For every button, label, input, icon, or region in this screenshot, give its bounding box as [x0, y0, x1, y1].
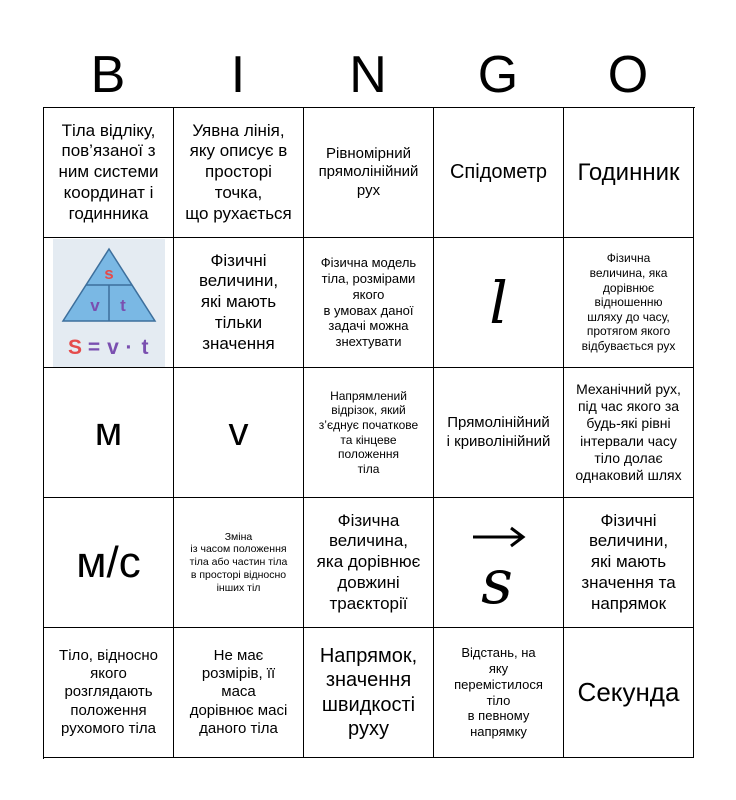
bingo-cell[interactable]: Фізична величина, яка дорівнює відношенню шляху до часу, протягом якого відбувається рух	[564, 238, 694, 368]
bingo-cell[interactable]: Фізичні величини, які мають тільки значення	[174, 238, 304, 368]
bingo-cell[interactable]: Уявна лінія, яку описує в просторі точка, що рухається	[174, 108, 304, 238]
bingo-cell[interactable]	[434, 498, 564, 628]
header-letter-o: O	[607, 46, 649, 104]
triangle-s-label: s	[103, 263, 114, 283]
bingo-cell[interactable]: Фізичні величини, які мають значення та напрямок	[564, 498, 694, 628]
bingo-cell[interactable]: Зміна із часом положення тіла або частин тіла в просторі відносно інших тіл	[174, 498, 304, 628]
bingo-cell[interactable]: Напрямлений відрізок, який з’єднує початкове та кінцеве положення тіла	[304, 368, 434, 498]
triangle-t-label: t	[119, 295, 126, 315]
bingo-cell[interactable]: Тіло, відносно якого розглядають положення рухомого тіла	[44, 628, 174, 758]
bingo-cell[interactable]: Спідометр	[434, 108, 564, 238]
bingo-cell[interactable]: Фізична модель тіла, розмірами якого в умовах даної задачі можна знехтувати	[304, 238, 434, 368]
bingo-cell[interactable]: м/с	[44, 498, 174, 628]
header-letter-i: I	[230, 46, 246, 104]
displacement-vector-symbol	[459, 513, 539, 613]
bingo-board	[43, 107, 695, 759]
header-letter-b: B	[90, 46, 126, 104]
formula-s: S	[67, 335, 82, 359]
formula-dot: ·	[125, 335, 132, 359]
bingo-cell[interactable]: Фізична величина, яка дорівнює довжині траєкторії	[304, 498, 434, 628]
bingo-header	[43, 44, 693, 106]
formula-triangle-image	[53, 239, 165, 367]
header-letter-n: N	[349, 46, 387, 104]
bingo-cell[interactable]: v	[174, 368, 304, 498]
vector-s-letter: s	[480, 544, 513, 613]
bingo-cell[interactable]: Секунда	[564, 628, 694, 758]
bingo-cell[interactable]: Тіла відліку, пов’язаної з ним системи координат і годинника	[44, 108, 174, 238]
bingo-cell[interactable]: Відстань, на яку перемістилося тіло в певному напрямку	[434, 628, 564, 758]
bingo-cell[interactable]: Годинник	[564, 108, 694, 238]
bingo-cell[interactable]: м	[44, 368, 174, 498]
formula-equals: =	[87, 335, 100, 359]
bingo-cell[interactable]: Механічний рух, під час якого за будь-які рівні інтервали часу тіло долає однаковий шлях	[564, 368, 694, 498]
bingo-cell[interactable]: Не має розмірів, її маса дорівнює масі даного тіла	[174, 628, 304, 758]
header-letter-g: G	[477, 46, 519, 104]
bingo-cell[interactable]	[434, 238, 564, 368]
bingo-cell[interactable]: Прямолінійний і криволінійний	[434, 368, 564, 498]
bingo-cell[interactable]	[44, 238, 174, 368]
bingo-cell[interactable]: Напрямок, значення швидкості руху	[304, 628, 434, 758]
formula-v: v	[106, 335, 119, 359]
formula-t: t	[141, 335, 148, 359]
bingo-cell[interactable]: Рівномірний прямолінійний рух	[304, 108, 434, 238]
triangle-v-label: v	[89, 295, 100, 315]
length-symbol: l	[489, 268, 508, 337]
